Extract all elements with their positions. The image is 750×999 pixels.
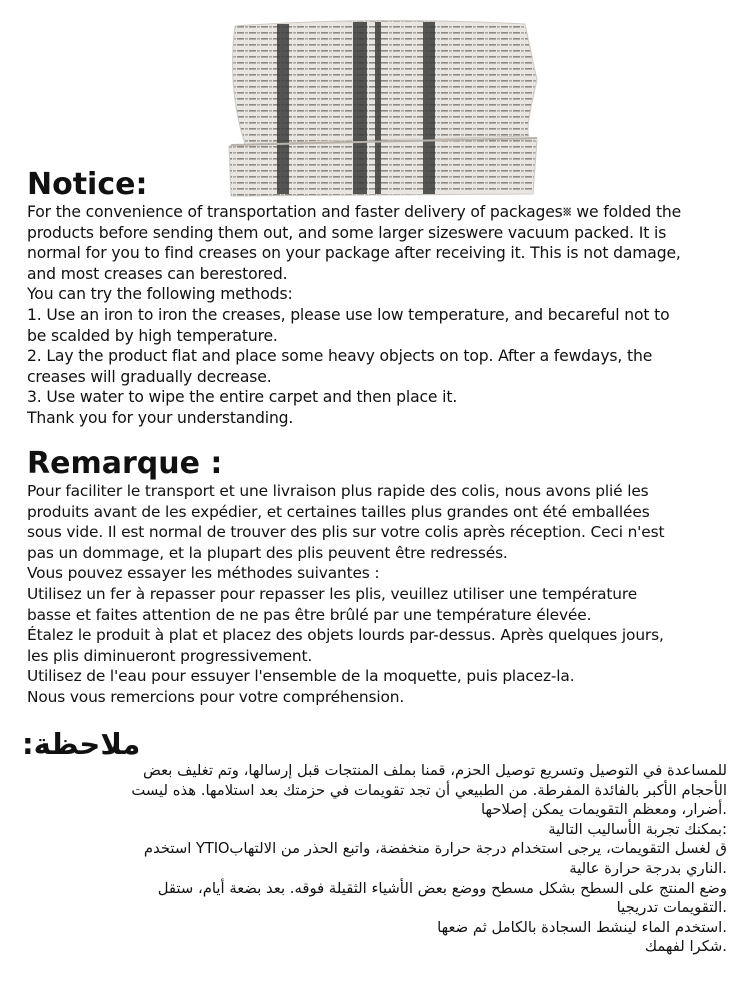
body-line: Utilisez de l'eau pour essuyer l'ensemble de la moquette, puis placez-la. <box>27 667 575 686</box>
arabic-notice <box>22 727 727 957</box>
body-line: للمساعدة في التوصيل وتسريع توصيل الحزم، قمنا بملف المنتجات قبل إرسالها، وتم تغليف بعض <box>143 762 727 779</box>
english-body <box>27 202 727 429</box>
body-line: 1. Use an iron to iron the creases, please use low temperature, and becareful not to <box>27 305 670 324</box>
body-line: .شكرا لفهمك <box>644 938 727 956</box>
body-line: products before sending them out, and some larger sizeswere vacuum packed. It is <box>27 223 667 242</box>
body-line: Nous vous remercions pour votre compréhension. <box>27 687 405 706</box>
body-line: .أضرار، ومعظم التقويمات يمكن إصلاحها <box>481 801 727 819</box>
body-line: .الناري بدرجة حرارة عالية <box>569 859 727 877</box>
body-line: You can try the following methods: <box>27 285 293 304</box>
body-line: produits avant de les expédier, et certaines tailles plus grandes ont été emballées <box>27 502 650 521</box>
body-line: 3. Use water to wipe the entire carpet and then place it. <box>27 388 458 407</box>
body-line: .التقويمات تدريجيا <box>616 899 727 917</box>
english-heading: Notice: <box>27 167 148 202</box>
french-heading: Remarque : <box>27 446 223 481</box>
body-line: basse et faites attention de ne pas être brûlé par une température élevée. <box>27 605 592 624</box>
body-line: الأحجام الأكبر بالفائدة المفرطة. من الطبيعي أن تجد تقويمات في حزمتك بعد استلامها. هذه ليست <box>131 781 727 799</box>
body-line: pas un dommage, et la plupart des plis peuvent être redressés. <box>27 543 508 562</box>
arabic-heading: ملاحظة: <box>22 727 141 761</box>
body-line: sous vide. Il est normal de trouver des plis sur votre colis après réception. Ceci n'est <box>27 523 665 542</box>
body-line: :بمكنك تجربة الأساليب التالية <box>548 820 727 838</box>
body-line: ق لغسل التقويمات، يرجى استخدام درجة حرارة منخفضة، واتبع الحذر من الالتهابYTIO استخدم <box>143 840 727 858</box>
french-body <box>27 481 727 708</box>
arabic-body <box>22 761 727 957</box>
body-line: and most creases can berestored. <box>27 264 288 283</box>
body-line: Utilisez un fer à repasser pour repasser les plis, veuillez utiliser une température <box>27 584 638 603</box>
body-line: Vous pouvez essayer les méthodes suivantes : <box>27 564 380 583</box>
body-line: For the convenience of transportation and faster delivery of packages␧ we folded the <box>27 203 682 221</box>
english-notice <box>27 168 727 429</box>
body-line: وضع المنتج على السطح بشكل مسطح ووضع بعض الأشياء الثقيلة فوقه. بعد بضعة أيام، ستقل <box>157 879 727 897</box>
body-line: Thank you for your understanding. <box>27 408 294 427</box>
body-line: les plis diminueront progressivement. <box>27 646 313 665</box>
body-line: creases will gradually decrease. <box>27 367 272 386</box>
french-notice <box>27 447 727 708</box>
body-line: Étalez le produit à plat et placez des objets lourds par-dessus. Après quelques jours, <box>27 626 664 645</box>
body-line: .استخدم الماء لينشط السجادة بالكامل ثم ضعها <box>437 918 727 936</box>
body-line: be scalded by high temperature. <box>27 326 278 345</box>
body-line: normal for you to find creases on your package after receiving it. This is not damage, <box>27 244 681 263</box>
body-line: Pour faciliter le transport et une livraison plus rapide des colis, nous avons plié les <box>27 482 649 500</box>
body-line: 2. Lay the product flat and place some heavy objects on top. After a fewdays, the <box>27 347 653 366</box>
